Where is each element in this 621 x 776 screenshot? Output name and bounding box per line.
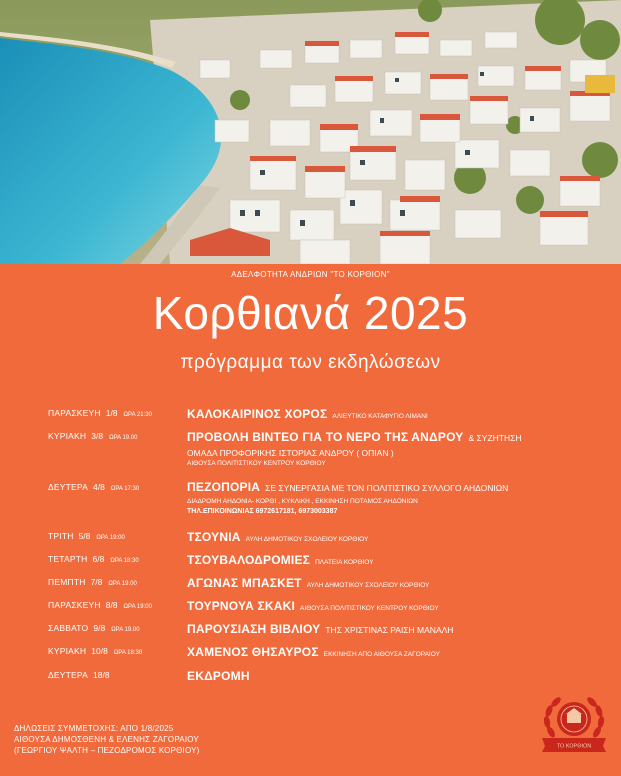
event-title: ΧΑΜΕΝΟΣ ΘΗΣΑΥΡΟΣ	[187, 645, 319, 659]
event-organizer: ΟΜΑΔΑ ΠΡΟΦΟΡΙΚΗΣ ΙΣΤΟΡΙΑΣ ΑΝΔΡΟΥ ( ΟΠΙΑΝ )	[187, 448, 394, 458]
event-title: ΕΚΔΡΟΜΗ	[187, 669, 250, 683]
event-date	[48, 577, 137, 587]
event-date-value: 4/8	[93, 482, 105, 492]
event-note: ΤΗΣ ΧΡΙΣΤΙΝΑΣ ΡΑΙΣΗ ΜΑΝΑΛΗ	[325, 625, 454, 635]
event-day: ΠΕΜΠΤΗ	[48, 577, 86, 587]
event-day: ΔΕΥΤΕΡΑ	[48, 482, 88, 492]
event-date-value: 18/8	[93, 670, 110, 680]
event-time: ΩΡΑ 19.00	[111, 627, 140, 633]
event-detail	[187, 643, 587, 661]
event-detail	[187, 478, 587, 515]
event-day: ΠΑΡΑΣΚΕΥΗ	[48, 600, 101, 610]
event-location: ΑΙΘΟΥΣΑ ΠΟΛΙΤΙΣΤΙΚΟΥ ΚΕΝΤΡΟΥ ΚΟΡΘΙΟΥ	[300, 605, 439, 612]
event-time: ΩΡΑ 21:30	[123, 412, 152, 418]
event-time: ΩΡΑ 17:30	[110, 486, 140, 492]
event-date	[48, 482, 139, 492]
emblem-text: ΤΟ ΚΟΡΘΙΟΝ	[556, 743, 592, 750]
event-date-value: 3/8	[91, 431, 104, 441]
festival-subtitle: πρόγραμμα των εκδηλώσεων	[180, 352, 441, 373]
event-detail	[187, 620, 587, 638]
event-note: ΣΕ ΣΥΝΕΡΓΑΣΙΑ ΜΕ ΤΟΝ ΠΟΛΙΤΙΣΤΙΚΟ ΣΥΛΛΟΓΟ ΑΗΔΟΝΙΩΝ	[265, 483, 509, 493]
festival-title: Κορθιανά 2025	[152, 287, 469, 339]
event-date	[48, 600, 152, 610]
event-detail	[187, 551, 587, 569]
registration-info	[14, 723, 200, 756]
event-title: ΤΟΥΡΝΟΥΑ ΣΚΑΚΙ	[187, 599, 296, 613]
event-title: ΠΕΖΟΠΟΡΙΑ	[187, 480, 261, 494]
event-location: ΕΚΚΙΝΗΣΗ ΑΠΟ ΑΙΘΟΥΣΑ ΖΑΓΟΡΑΙΟΥ	[323, 651, 440, 658]
event-detail	[187, 428, 587, 467]
registration-address: (ΓΕΩΡΓΙΟΥ ΨΑΛΤΗ – ΠΕΖΟΔΡΟΜΟΣ ΚΟΡΘΙΟΥ)	[14, 746, 200, 755]
event-detail	[187, 574, 587, 592]
event-location: ΑΥΛΗ ΔΗΜΟΤΙΚΟΥ ΣΧΟΛΕΙΟΥ ΚΟΡΘΙΟΥ	[306, 582, 430, 589]
event-date	[48, 408, 152, 418]
registration-venue: ΑΙΘΟΥΣΑ ΔΗΜΟΣΘΕΝΗ & ΕΛΕΝΗΣ ΖΑΓΟΡΑΙΟΥ	[14, 735, 199, 744]
event-day: ΠΑΡΑΣΚΕΥΗ	[48, 408, 101, 418]
event-date-value: 8/8	[105, 600, 118, 610]
event-route: ΔΙΑΔΡΟΜΗ ΑΗΔΟΝΙΑ- ΚΟΡΘΙ , ΚΥΚΛΙΚΗ , ΕΚΚΙΝΗΣΗ ΠΟΤΑΜΟΣ ΑΗΔΟΝΙΩΝ	[187, 498, 418, 505]
registration-date: ΔΗΛΩΣΕΙΣ ΣΥΜΜΕΤΟΧΗΣ: ΑΠΟ 1/8/2025	[14, 724, 174, 733]
event-title: ΚΑΛΟΚΑΙΡΙΝΟΣ ΧΟΡΟΣ	[187, 407, 328, 421]
event-day: ΤΡΙΤΗ	[48, 531, 74, 541]
village-photo-illustration	[0, 0, 621, 264]
event-title: ΑΓΩΝΑΣ ΜΠΑΣΚΕΤ	[187, 576, 302, 590]
event-location: ΑΥΛΗ ΔΗΜΟΤΙΚΟΥ ΣΧΟΛΕΙΟΥ ΚΟΡΘΙΟΥ	[245, 536, 369, 543]
event-date-value: 9/8	[93, 623, 106, 633]
event-detail	[187, 597, 587, 615]
event-date-value: 1/8	[105, 408, 118, 418]
emblem-icon	[537, 692, 611, 754]
poster-panel	[0, 264, 621, 776]
association-emblem	[537, 692, 611, 754]
event-date	[48, 554, 139, 564]
event-day: ΤΕΤΑΡΤΗ	[48, 554, 88, 564]
event-time: ΩΡΑ 19:00	[96, 535, 125, 541]
event-day: ΣΑΒΒΑΤΟ	[48, 623, 89, 633]
event-day: ΔΕΥΤΕΡΑ	[48, 670, 88, 680]
event-detail	[187, 405, 587, 423]
event-location: ΑΙΘΟΥΣΑ ΠΟΛΙΤΙΣΤΙΚΟΥ ΚΕΝΤΡΟΥ ΚΟΡΘΙΟΥ	[187, 460, 326, 467]
event-date	[48, 531, 125, 541]
event-date-value: 7/8	[90, 577, 103, 587]
event-title: ΤΣΟΥΝΙΑ	[187, 530, 241, 544]
event-location: ΑΛΙΕΥΤΙΚΟ ΚΑΤΑΦΥΓΙΟ ΛΙΜΑΝΙ	[332, 413, 428, 420]
event-detail	[187, 667, 587, 685]
event-date-value: 5/8	[78, 531, 91, 541]
event-date	[48, 431, 137, 441]
event-phone: ΤΗΛ.ΕΠΙΚΟΙΝΩΝΙΑΣ 6972617181, 6973003387	[187, 508, 338, 515]
event-date-value: 10/8	[91, 646, 108, 656]
event-time: ΩΡΑ 18:30	[110, 558, 139, 564]
event-title: ΠΡΟΒΟΛΗ ΒΙΝΤΕΟ ΓΙΑ ΤΟ ΝΕΡΟ ΤΗΣ ΑΝΔΡΟΥ	[187, 430, 464, 444]
event-location: ΠΛΑΤΕΙΑ ΚΟΡΘΙΟΥ	[315, 559, 374, 566]
event-time: ΩΡΑ 19:00	[123, 604, 152, 610]
event-title: ΤΣΟΥΒΑΛΟΔΡΟΜΙΕΣ	[187, 553, 311, 567]
event-time: ΩΡΑ 18:30	[113, 650, 143, 656]
organization-name: ΑΔΕΛΦΟΤΗΤΑ ΑΝΔΡΙΩΝ "ΤΟ ΚΟΡΘΙΟΝ"	[231, 270, 390, 279]
event-detail	[187, 528, 587, 546]
event-title: ΠΑΡΟΥΣΙΑΣΗ ΒΙΒΛΙΟΥ	[187, 622, 321, 636]
event-time: ΩΡΑ 19.00	[108, 581, 137, 587]
event-note: & ΣΥΖΗΤΗΣΗ	[468, 433, 522, 443]
event-time: ΩΡΑ 19.00	[109, 435, 138, 441]
event-date	[48, 670, 110, 680]
event-date	[48, 623, 140, 633]
event-day: ΚΥΡΙΑΚΗ	[48, 431, 87, 441]
event-date-value: 6/8	[92, 554, 105, 564]
event-date	[48, 646, 142, 656]
event-day: ΚΥΡΙΑΚΗ	[48, 646, 87, 656]
village-photo	[0, 0, 621, 264]
